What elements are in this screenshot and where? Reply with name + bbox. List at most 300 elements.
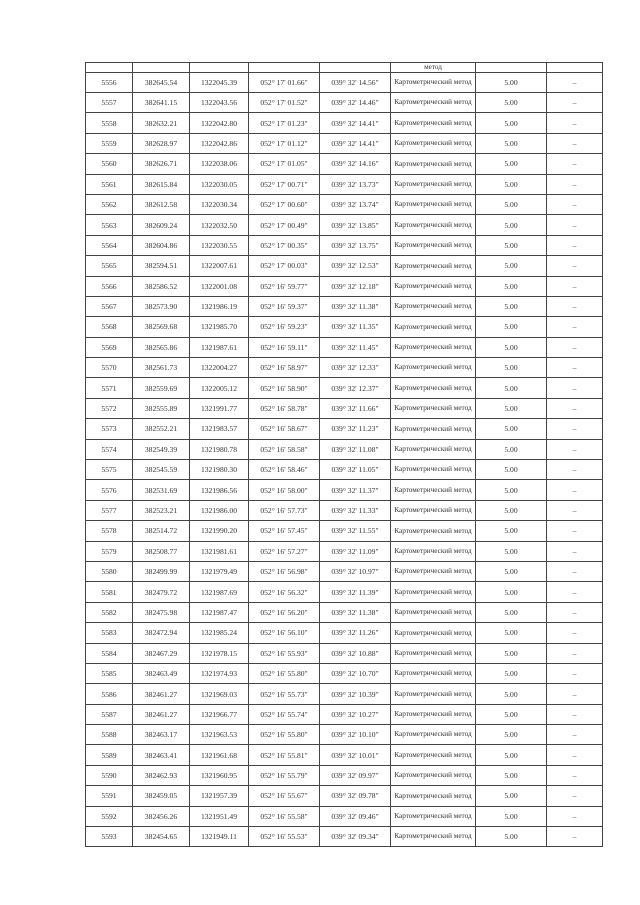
table-row (86, 92, 603, 112)
cell-latitude: 052° 17' 01.52" (249, 92, 320, 112)
cell-note: – (547, 541, 603, 561)
cell-note: – (547, 235, 603, 255)
cell-error: 5.00 (476, 541, 547, 561)
cell-longitude: 039° 32' 11.66" (320, 398, 391, 418)
cell-latitude: 052° 16' 59.77" (249, 276, 320, 296)
cell-note: – (547, 725, 603, 745)
table-row (86, 439, 603, 459)
cell-latitude: 052° 16' 55.58" (249, 806, 320, 826)
cell-y: 1321963.53 (190, 725, 249, 745)
cell-error: 5.00 (476, 684, 547, 704)
cell-error: 5.00 (476, 806, 547, 826)
table-row (86, 765, 603, 785)
cell-note: – (547, 256, 603, 276)
table-row (86, 113, 603, 133)
cell-latitude: 052° 16' 56.98" (249, 561, 320, 581)
cell-latitude: 052° 16' 58.67" (249, 419, 320, 439)
cell-latitude: 052° 16' 55.93" (249, 643, 320, 663)
cell-x: 382561.73 (133, 358, 190, 378)
cell-error (476, 63, 547, 73)
cell-point-id: 5578 (86, 521, 133, 541)
cell-point-id (86, 63, 133, 73)
cell-longitude: 039° 32' 10.97" (320, 561, 391, 581)
cell-method: Картометрический метод (391, 561, 476, 581)
cell-error: 5.00 (476, 113, 547, 133)
cell-y: 1321960.95 (190, 765, 249, 785)
cell-latitude: 052° 16' 55.81" (249, 745, 320, 765)
cell-y: 1322030.34 (190, 194, 249, 214)
cell-note: – (547, 113, 603, 133)
cell-longitude: 039° 32' 09.34" (320, 827, 391, 847)
cell-latitude: 052° 16' 56.32" (249, 582, 320, 602)
table-row (86, 194, 603, 214)
cell-latitude: 052° 17' 01.66" (249, 72, 320, 92)
cell-y: 1321979.49 (190, 561, 249, 581)
cell-latitude: 052° 16' 57.45" (249, 521, 320, 541)
cell-y: 1321991.77 (190, 398, 249, 418)
cell-error: 5.00 (476, 521, 547, 541)
cell-note: – (547, 582, 603, 602)
cell-x: 382628.97 (133, 133, 190, 153)
table-row (86, 419, 603, 439)
cell-method: Картометрический метод (391, 786, 476, 806)
cell-y: 1321987.47 (190, 602, 249, 622)
cell-x: 382569.68 (133, 317, 190, 337)
cell-method: Картометрический метод (391, 704, 476, 724)
cell-y: 1321985.70 (190, 317, 249, 337)
cell-error: 5.00 (476, 72, 547, 92)
cell-y: 1321957.39 (190, 786, 249, 806)
cell-note: – (547, 296, 603, 316)
cell-y: 1322032.50 (190, 215, 249, 235)
cell-x: 382508.77 (133, 541, 190, 561)
cell-longitude: 039° 32' 09.78" (320, 786, 391, 806)
cell-method: Картометрический метод (391, 215, 476, 235)
cell-y: 1321987.69 (190, 582, 249, 602)
table-row (86, 235, 603, 255)
cell-latitude (249, 63, 320, 73)
cell-error: 5.00 (476, 154, 547, 174)
cell-x: 382514.72 (133, 521, 190, 541)
cell-point-id: 5585 (86, 663, 133, 683)
cell-note: – (547, 704, 603, 724)
cell-method: Картометрический метод (391, 235, 476, 255)
cell-y: 1322045.39 (190, 72, 249, 92)
cell-method: Картометрический метод (391, 92, 476, 112)
cell-error: 5.00 (476, 765, 547, 785)
cell-method: Картометрический метод (391, 439, 476, 459)
cell-y: 1321961.68 (190, 745, 249, 765)
coordinates-table-body (86, 63, 603, 847)
table-row (86, 623, 603, 643)
cell-method: Картометрический метод (391, 317, 476, 337)
cell-point-id: 5570 (86, 358, 133, 378)
cell-method: Картометрический метод (391, 256, 476, 276)
cell-y (190, 63, 249, 73)
cell-longitude: 039° 32' 14.41" (320, 113, 391, 133)
cell-x: 382454.65 (133, 827, 190, 847)
cell-error: 5.00 (476, 745, 547, 765)
cell-x: 382555.89 (133, 398, 190, 418)
cell-error: 5.00 (476, 439, 547, 459)
cell-y: 1322042.80 (190, 113, 249, 133)
cell-latitude: 052° 16' 55.80" (249, 663, 320, 683)
cell-y: 1321990.20 (190, 521, 249, 541)
cell-y: 1322030.05 (190, 174, 249, 194)
cell-error: 5.00 (476, 460, 547, 480)
cell-note: – (547, 602, 603, 622)
cell-x: 382467.29 (133, 643, 190, 663)
cell-method: Картометрический метод (391, 806, 476, 826)
cell-error: 5.00 (476, 378, 547, 398)
cell-method: Картометрический метод (391, 174, 476, 194)
cell-y: 1321949.11 (190, 827, 249, 847)
cell-method: Картометрический метод (391, 663, 476, 683)
cell-note: – (547, 561, 603, 581)
cell-y: 1321981.61 (190, 541, 249, 561)
cell-longitude: 039° 32' 10.70" (320, 663, 391, 683)
cell-longitude: 039° 32' 13.74" (320, 194, 391, 214)
cell-x: 382545.59 (133, 460, 190, 480)
cell-x: 382523.21 (133, 500, 190, 520)
cell-point-id: 5572 (86, 398, 133, 418)
table-row (86, 786, 603, 806)
cell-y: 1321966.77 (190, 704, 249, 724)
cell-longitude: 039° 32' 11.38" (320, 602, 391, 622)
cell-y: 1322001.08 (190, 276, 249, 296)
cell-note: – (547, 276, 603, 296)
cell-y: 1321987.61 (190, 337, 249, 357)
cell-longitude: 039° 32' 13.73" (320, 174, 391, 194)
cell-method: Картометрический метод (391, 133, 476, 153)
cell-method: Картометрический метод (391, 276, 476, 296)
cell-latitude: 052° 16' 58.90" (249, 378, 320, 398)
cell-latitude: 052° 16' 58.97" (249, 358, 320, 378)
cell-error: 5.00 (476, 398, 547, 418)
cell-point-id: 5558 (86, 113, 133, 133)
cell-error: 5.00 (476, 643, 547, 663)
cell-x: 382609.24 (133, 215, 190, 235)
cell-latitude: 052° 16' 57.27" (249, 541, 320, 561)
cell-x: 382626.71 (133, 154, 190, 174)
cell-method: Картометрический метод (391, 296, 476, 316)
table-row (86, 215, 603, 235)
cell-point-id: 5562 (86, 194, 133, 214)
cell-longitude: 039° 32' 09.97" (320, 765, 391, 785)
table-row (86, 174, 603, 194)
cell-point-id: 5587 (86, 704, 133, 724)
cell-note: – (547, 358, 603, 378)
cell-latitude: 052° 17' 00.49" (249, 215, 320, 235)
cell-error: 5.00 (476, 194, 547, 214)
cell-error: 5.00 (476, 317, 547, 337)
cell-method: Картометрический метод (391, 419, 476, 439)
cell-y: 1322005.12 (190, 378, 249, 398)
cell-x: 382472.94 (133, 623, 190, 643)
cell-note: – (547, 215, 603, 235)
cell-note: – (547, 439, 603, 459)
cell-note: – (547, 643, 603, 663)
cell-longitude: 039° 32' 11.55" (320, 521, 391, 541)
cell-x: 382461.27 (133, 684, 190, 704)
cell-longitude: 039° 32' 10.39" (320, 684, 391, 704)
cell-x: 382531.69 (133, 480, 190, 500)
cell-latitude: 052° 17' 00.71" (249, 174, 320, 194)
cell-point-id: 5580 (86, 561, 133, 581)
cell-error: 5.00 (476, 276, 547, 296)
cell-longitude: 039° 32' 11.23" (320, 419, 391, 439)
table-row (86, 704, 603, 724)
cell-error: 5.00 (476, 296, 547, 316)
cell-point-id: 5571 (86, 378, 133, 398)
cell-method: метод (391, 63, 476, 73)
cell-longitude: 039° 32' 14.46" (320, 92, 391, 112)
cell-note: – (547, 398, 603, 418)
cell-note: – (547, 419, 603, 439)
cell-point-id: 5574 (86, 439, 133, 459)
cell-y: 1321980.78 (190, 439, 249, 459)
cell-point-id: 5566 (86, 276, 133, 296)
cell-point-id: 5592 (86, 806, 133, 826)
cell-error: 5.00 (476, 704, 547, 724)
cell-x: 382456.26 (133, 806, 190, 826)
cell-latitude: 052° 16' 55.53" (249, 827, 320, 847)
cell-method: Картометрический метод (391, 194, 476, 214)
cell-latitude: 052° 16' 59.23" (249, 317, 320, 337)
cell-note: – (547, 174, 603, 194)
cell-note: – (547, 92, 603, 112)
cell-method: Картометрический метод (391, 460, 476, 480)
cell-y: 1321980.30 (190, 460, 249, 480)
cell-point-id: 5575 (86, 460, 133, 480)
cell-latitude: 052° 17' 00.60" (249, 194, 320, 214)
cell-method: Картометрический метод (391, 500, 476, 520)
cell-latitude: 052° 16' 55.79" (249, 765, 320, 785)
cell-x: 382499.99 (133, 561, 190, 581)
cell-x: 382559.69 (133, 378, 190, 398)
table-row (86, 398, 603, 418)
cell-latitude: 052° 16' 58.00" (249, 480, 320, 500)
table-row (86, 500, 603, 520)
table-row (86, 582, 603, 602)
table-row (86, 745, 603, 765)
cell-method: Картометрический метод (391, 541, 476, 561)
cell-longitude: 039° 32' 11.05" (320, 460, 391, 480)
cell-x: 382463.49 (133, 663, 190, 683)
cell-y: 1321951.49 (190, 806, 249, 826)
cell-x: 382645.54 (133, 72, 190, 92)
cell-point-id: 5591 (86, 786, 133, 806)
cell-latitude: 052° 17' 01.12" (249, 133, 320, 153)
cell-error: 5.00 (476, 827, 547, 847)
cell-y: 1322007.61 (190, 256, 249, 276)
table-row (86, 806, 603, 826)
table-row (86, 296, 603, 316)
cell-point-id: 5579 (86, 541, 133, 561)
cell-note: – (547, 378, 603, 398)
cell-y: 1321985.24 (190, 623, 249, 643)
cell-note: – (547, 745, 603, 765)
cell-x: 382552.21 (133, 419, 190, 439)
cell-note: – (547, 460, 603, 480)
table-row (86, 725, 603, 745)
cell-latitude: 052° 17' 00.03" (249, 256, 320, 276)
cell-point-id: 5559 (86, 133, 133, 153)
table-row (86, 72, 603, 92)
cell-y: 1321969.03 (190, 684, 249, 704)
cell-note: – (547, 194, 603, 214)
cell-y: 1322043.56 (190, 92, 249, 112)
cell-point-id: 5561 (86, 174, 133, 194)
cell-error: 5.00 (476, 602, 547, 622)
cell-x: 382479.72 (133, 582, 190, 602)
cell-note: – (547, 623, 603, 643)
cell-note: – (547, 154, 603, 174)
cell-error: 5.00 (476, 663, 547, 683)
cell-x: 382459.05 (133, 786, 190, 806)
table-row (86, 358, 603, 378)
cell-method: Картометрический метод (391, 480, 476, 500)
cell-longitude: 039° 32' 12.18" (320, 276, 391, 296)
cell-error: 5.00 (476, 725, 547, 745)
cell-x: 382463.17 (133, 725, 190, 745)
cell-latitude: 052° 16' 59.11" (249, 337, 320, 357)
cell-latitude: 052° 16' 58.46" (249, 460, 320, 480)
cell-method: Картометрический метод (391, 765, 476, 785)
cell-error: 5.00 (476, 623, 547, 643)
cell-point-id: 5563 (86, 215, 133, 235)
cell-error: 5.00 (476, 256, 547, 276)
cell-y: 1321974.93 (190, 663, 249, 683)
cell-latitude: 052° 16' 57.73" (249, 500, 320, 520)
cell-point-id: 5586 (86, 684, 133, 704)
table-row (86, 337, 603, 357)
cell-latitude: 052° 16' 55.73" (249, 684, 320, 704)
table-row (86, 154, 603, 174)
cell-y: 1321986.00 (190, 500, 249, 520)
cell-longitude: 039° 32' 11.37" (320, 480, 391, 500)
cell-longitude: 039° 32' 11.38" (320, 296, 391, 316)
cell-longitude: 039° 32' 11.35" (320, 317, 391, 337)
cell-point-id: 5582 (86, 602, 133, 622)
cell-longitude: 039° 32' 10.88" (320, 643, 391, 663)
cell-longitude: 039° 32' 14.56" (320, 72, 391, 92)
cell-error: 5.00 (476, 561, 547, 581)
cell-note: – (547, 663, 603, 683)
cell-point-id: 5576 (86, 480, 133, 500)
cell-method: Картометрический метод (391, 113, 476, 133)
cell-error: 5.00 (476, 500, 547, 520)
cell-latitude: 052° 17' 01.23" (249, 113, 320, 133)
cell-note (547, 63, 603, 73)
cell-longitude: 039° 32' 12.53" (320, 256, 391, 276)
cell-latitude: 052° 16' 58.58" (249, 439, 320, 459)
cell-x: 382632.21 (133, 113, 190, 133)
cell-error: 5.00 (476, 582, 547, 602)
table-row (86, 684, 603, 704)
cell-point-id: 5588 (86, 725, 133, 745)
cell-latitude: 052° 16' 58.78" (249, 398, 320, 418)
cell-longitude: 039° 32' 14.41" (320, 133, 391, 153)
cell-point-id: 5593 (86, 827, 133, 847)
cell-x: 382594.51 (133, 256, 190, 276)
cell-x: 382461.27 (133, 704, 190, 724)
cell-note: – (547, 480, 603, 500)
cell-method: Картометрический метод (391, 602, 476, 622)
cell-longitude: 039° 32' 11.33" (320, 500, 391, 520)
cell-longitude: 039° 32' 11.45" (320, 337, 391, 357)
cell-x: 382641.15 (133, 92, 190, 112)
cell-y: 1321986.19 (190, 296, 249, 316)
cell-x: 382462.93 (133, 765, 190, 785)
cell-note: – (547, 827, 603, 847)
cell-latitude: 052° 16' 55.80" (249, 725, 320, 745)
cell-note: – (547, 806, 603, 826)
cell-latitude: 052° 16' 55.74" (249, 704, 320, 724)
cell-note: – (547, 317, 603, 337)
cell-point-id: 5565 (86, 256, 133, 276)
cell-y: 1321983.57 (190, 419, 249, 439)
cell-error: 5.00 (476, 133, 547, 153)
table-row (86, 276, 603, 296)
cell-note: – (547, 786, 603, 806)
cell-note: – (547, 72, 603, 92)
cell-latitude: 052° 17' 01.05" (249, 154, 320, 174)
cell-point-id: 5583 (86, 623, 133, 643)
cell-point-id: 5584 (86, 643, 133, 663)
cell-note: – (547, 765, 603, 785)
cell-point-id: 5564 (86, 235, 133, 255)
cell-point-id: 5560 (86, 154, 133, 174)
table-row (86, 133, 603, 153)
cell-longitude: 039° 32' 13.75" (320, 235, 391, 255)
cell-point-id: 5557 (86, 92, 133, 112)
cell-method: Картометрический метод (391, 358, 476, 378)
coordinates-table (85, 62, 603, 847)
cell-note: – (547, 521, 603, 541)
cell-x: 382615.84 (133, 174, 190, 194)
cell-method: Картометрический метод (391, 684, 476, 704)
cell-latitude: 052° 16' 56.10" (249, 623, 320, 643)
cell-longitude: 039° 32' 12.37" (320, 378, 391, 398)
cell-point-id: 5581 (86, 582, 133, 602)
table-row (86, 317, 603, 337)
cell-method: Картометрический метод (391, 521, 476, 541)
cell-x: 382463.41 (133, 745, 190, 765)
cell-longitude: 039° 32' 10.01" (320, 745, 391, 765)
cell-method: Картометрический метод (391, 398, 476, 418)
cell-latitude: 052° 16' 55.67" (249, 786, 320, 806)
cell-x: 382604.86 (133, 235, 190, 255)
cell-method: Картометрический метод (391, 725, 476, 745)
cell-method: Картометрический метод (391, 154, 476, 174)
cell-longitude: 039° 32' 11.09" (320, 541, 391, 561)
table-row-continued (86, 63, 603, 73)
cell-note: – (547, 133, 603, 153)
cell-x: 382586.52 (133, 276, 190, 296)
cell-longitude: 039° 32' 14.16" (320, 154, 391, 174)
table-row (86, 827, 603, 847)
cell-longitude: 039° 32' 10.27" (320, 704, 391, 724)
cell-error: 5.00 (476, 174, 547, 194)
cell-x: 382612.58 (133, 194, 190, 214)
cell-longitude (320, 63, 391, 73)
cell-note: – (547, 500, 603, 520)
cell-method: Картометрический метод (391, 827, 476, 847)
table-row (86, 256, 603, 276)
cell-longitude: 039° 32' 10.10" (320, 725, 391, 745)
cell-y: 1322042.86 (190, 133, 249, 153)
